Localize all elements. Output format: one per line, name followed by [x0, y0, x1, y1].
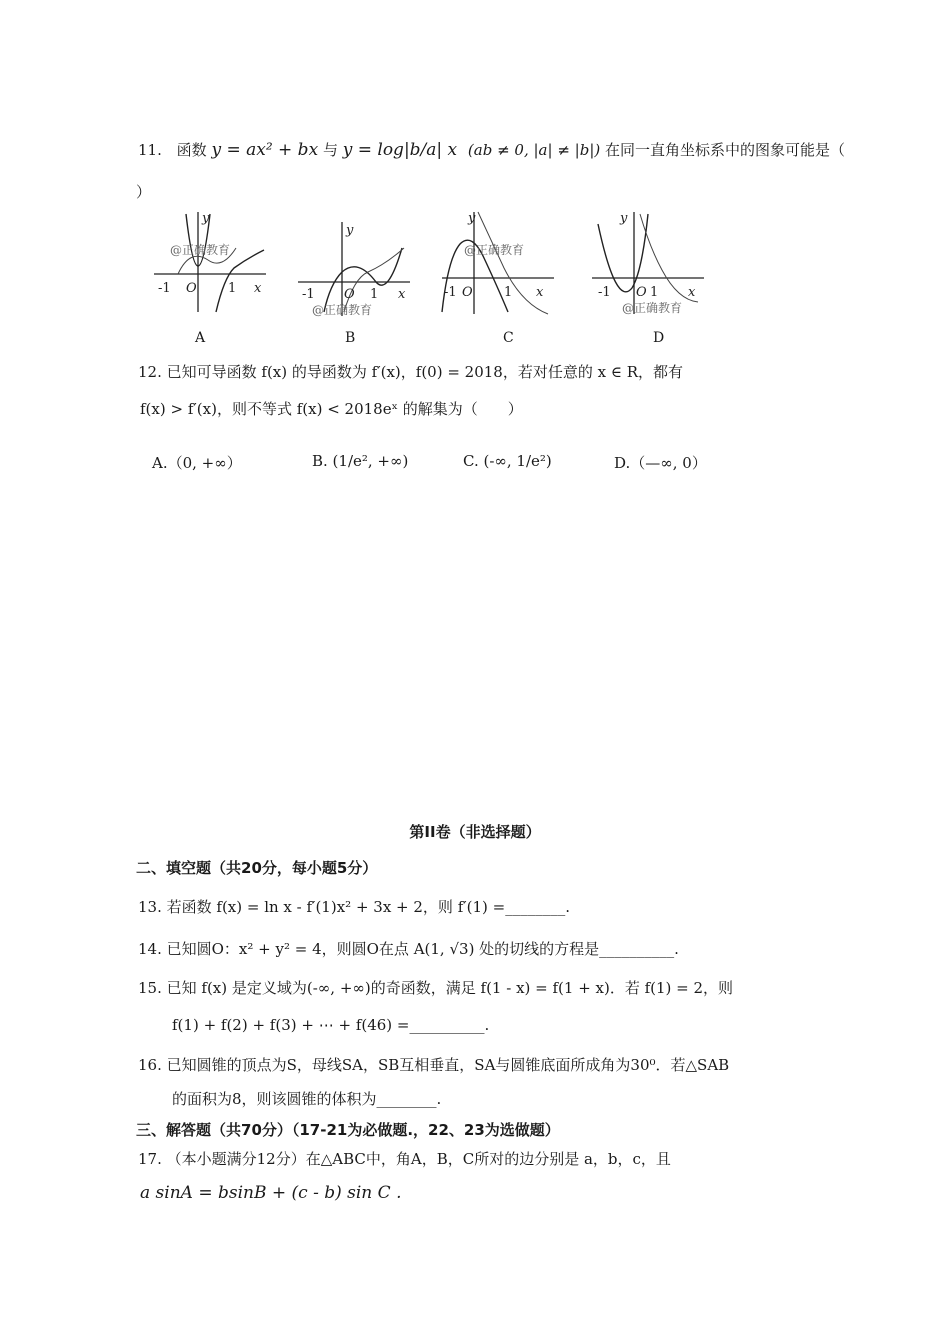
graph-a-pos-tick: 1 — [228, 281, 237, 296]
section-3-heading: 三、解答题（共70分）（17-21为必做题.，22、23为选做题） — [136, 1121, 560, 1139]
graph-b-label: B — [345, 330, 356, 346]
graph-a — [150, 208, 270, 318]
q12-line-1: 12. 已知可导函数 f(x) 的导函数为 f′(x)，f(0) = 2018，若对任意的 x ∈ R，都有 — [138, 363, 684, 381]
graph-a-y-label: y — [202, 211, 210, 226]
q11-line — [138, 140, 845, 160]
section-2-heading: 二、填空题（共20分，每小题5分） — [136, 859, 378, 877]
graph-d — [588, 208, 708, 318]
q16-line-2: 的面积为8，则该圆锥的体积为________. — [172, 1090, 442, 1108]
q16-line-1: 16. 已知圆锥的顶点为S，母线SA，SB互相垂直，SA与圆锥底面所成角为30⁰．若△SAB — [138, 1056, 730, 1074]
q11-close: ） — [136, 183, 152, 201]
graph-b-watermark: @正确教育 — [312, 303, 373, 317]
q11-conj: 与 — [322, 141, 338, 159]
graph-c-watermark: @正确教育 — [464, 243, 525, 257]
q11-formula-2: y = log|b/a| x — [342, 140, 458, 160]
q17-line-2: a sinA = bsinB + (c - b) sin C . — [140, 1183, 402, 1203]
graph-a-x-label: x — [254, 281, 262, 296]
graph-c-label: C — [503, 330, 514, 346]
q12-line-2: f(x) > f′(x)，则不等式 f(x) < 2018eˣ 的解集为（ ） — [140, 400, 523, 418]
q11-tail: 在同一直角坐标系中的图象可能是（ — [605, 141, 846, 159]
graph-b-y-label: y — [346, 223, 354, 238]
graph-c-pos-tick: 1 — [504, 285, 513, 300]
graph-c-x-label: x — [536, 285, 544, 300]
graph-d-pos-tick: 1 — [650, 285, 659, 300]
graph-c-neg-tick: -1 — [444, 285, 457, 300]
q12-choice-d: D.（—∞, 0） — [614, 454, 707, 472]
graph-b-x-label: x — [398, 287, 406, 302]
graph-d-y-label: y — [620, 211, 628, 226]
graph-c-origin: O — [462, 285, 473, 300]
q17-line-1: 17. （本小题满分12分）在△ABC中，角A，B，C所对的边分别是 a，b，c，且 — [138, 1150, 671, 1168]
part2-title: 第II卷（非选择题） — [409, 823, 541, 841]
q11-lead: 函数 — [176, 141, 207, 159]
q11-number: 11. — [138, 141, 162, 159]
q15-line-1: 15. 已知 f(x) 是定义域为(-∞, +∞)的奇函数，满足 f(1 - x) = f(1 + x)．若 f(1) = 2，则 — [138, 979, 734, 997]
q14: 14. 已知圆O：x² + y² = 4，则圆O在点 A(1, √3) 处的切线的方程是__________. — [138, 940, 679, 958]
q11-formula-1: y = ax² + bx — [211, 140, 319, 160]
q13: 13. 若函数 f(x) = ln x - f′(1)x² + 3x + 2，则 f′(1) =________. — [138, 898, 571, 916]
graph-a-label: A — [195, 330, 206, 346]
q11-condition: (ab ≠ 0, |a| ≠ |b|) — [467, 141, 601, 159]
graph-d-origin: O — [636, 285, 647, 300]
q15-line-2: f(1) + f(2) + f(3) + ⋯ + f(46) =__________. — [172, 1016, 490, 1034]
graph-b-origin: O — [344, 287, 355, 302]
graph-b-pos-tick: 1 — [370, 287, 379, 302]
q12-choice-b: B. (1/e², +∞) — [312, 452, 409, 470]
graph-d-label: D — [653, 330, 665, 346]
graph-c-y-label: y — [468, 211, 476, 226]
graph-b — [294, 208, 414, 318]
graph-a-neg-tick: -1 — [158, 281, 171, 296]
graph-d-x-label: x — [688, 285, 696, 300]
graph-c — [438, 208, 558, 318]
graph-d-neg-tick: -1 — [598, 285, 611, 300]
graph-a-origin: O — [186, 281, 197, 296]
graph-b-neg-tick: -1 — [302, 287, 315, 302]
q12-choice-c: C. (-∞, 1/e²) — [463, 452, 552, 470]
graph-a-watermark: @正确教育 — [170, 243, 231, 257]
graph-d-watermark: @正确教育 — [622, 301, 683, 315]
q12-choice-a: A.（0, +∞） — [152, 454, 242, 472]
